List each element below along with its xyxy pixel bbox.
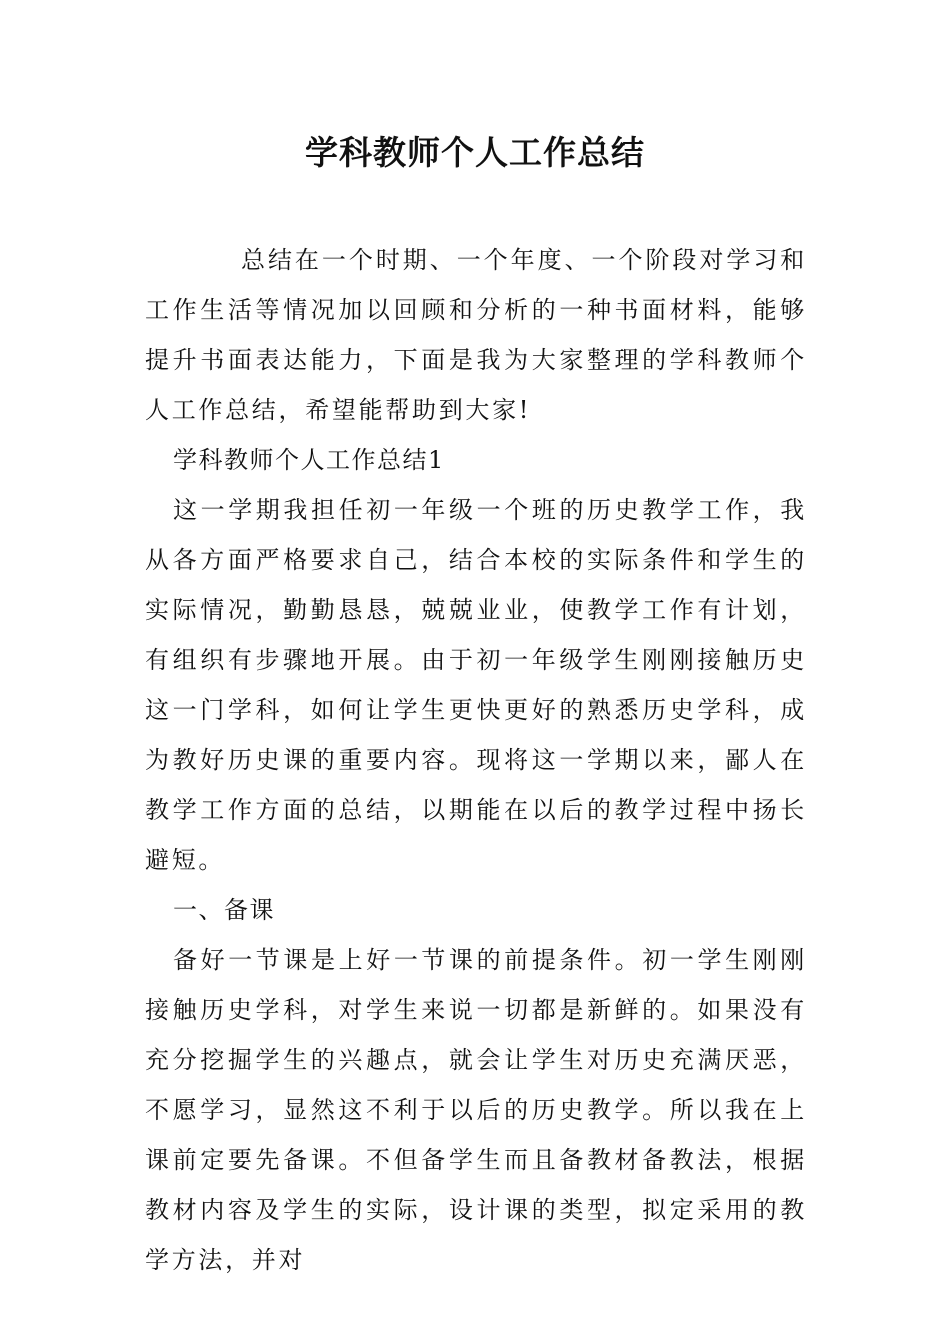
intro-paragraph: 总结在一个时期、一个年度、一个阶段对学习和工作生活等情况加以回顾和分析的一种书面材料，能够提升书面表达能力，下面是我为大家整理的学科教师个人工作总结，希望能帮助到大家!	[145, 246, 807, 424]
subheading-lesson-prep: 一、备课	[173, 896, 275, 924]
section-title: 学科教师个人工作总结1	[173, 446, 445, 474]
document-title: 学科教师个人工作总结	[305, 133, 645, 172]
body-paragraph-1: 这一学期我担任初一年级一个班的历史教学工作，我从各方面严格要求自己，结合本校的实际条件和学生的实际情况，勤勤恳恳，兢兢业业，使教学工作有计划，有组织有步骤地开展。由于初一年级学生刚刚接触历史这一门学科，如何让学生更快更好的熟悉历史学科，成为教好历史课的重要内容。现将这一学期以来，鄙人在教学工作方面的总结，以期能在以后的教学过程中扬长避短。	[145, 496, 807, 874]
body-paragraph-2: 备好一节课是上好一节课的前提条件。初一学生刚刚接触历史学科，对学生来说一切都是新鲜的。如果没有充分挖掘学生的兴趣点，就会让学生对历史充满厌恶，不愿学习，显然这不利于以后的历史教学。所以我在上课前定要先备课。不但备学生而且备教材备教法，根据教材内容及学生的实际，设计课的类型，拟定采用的教学方法，并对	[145, 946, 807, 1274]
document-body	[145, 235, 807, 1285]
